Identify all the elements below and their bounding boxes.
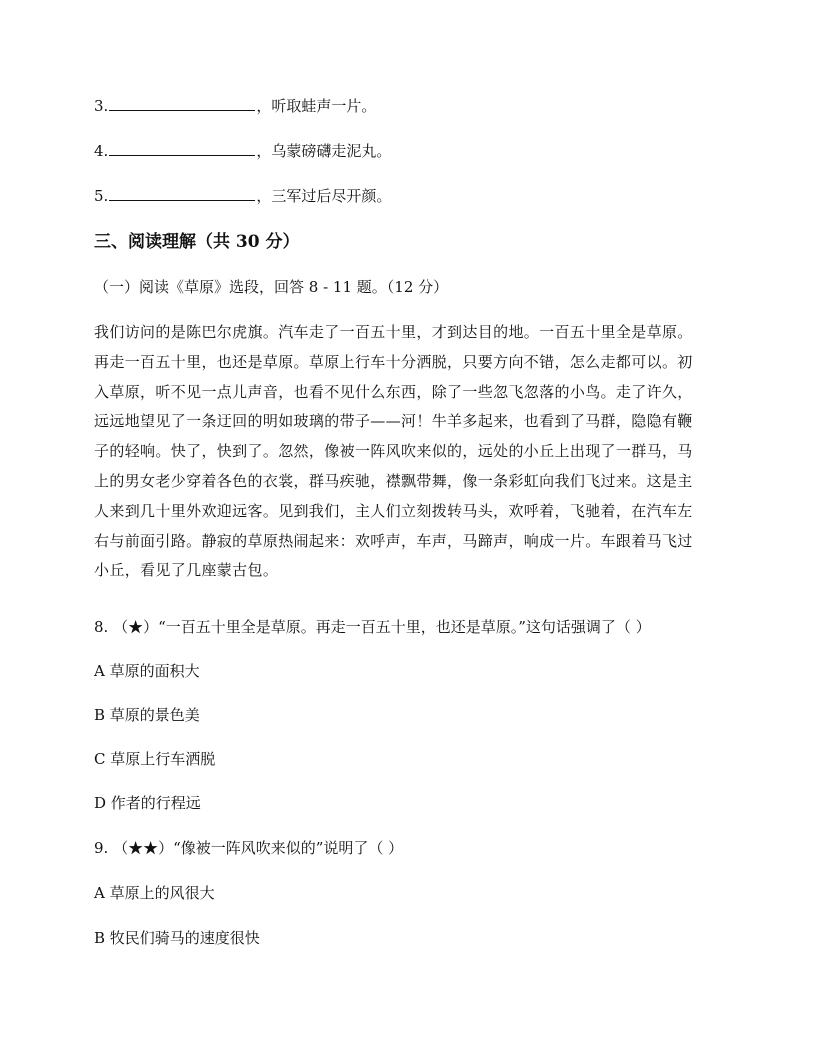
question-text: ，听取蛙声一片。	[256, 97, 377, 115]
answer-blank[interactable]	[109, 96, 255, 111]
section-heading: 三、阅读理解（共 30 分）	[94, 232, 300, 252]
blank-question-5	[94, 186, 391, 206]
question-9-stem: 9. （★★）“像被一阵风吹来似的”说明了（ ）	[94, 839, 404, 857]
question-number: 3.	[94, 97, 109, 115]
question-8-option-b[interactable]: B 草原的景色美	[94, 706, 200, 724]
passage-line: 小丘，看见了几座蒙古包。	[94, 561, 279, 580]
question-text: ，乌蒙磅礴走泥丸。	[256, 142, 392, 160]
question-9-option-a[interactable]: A 草原上的风很大	[94, 884, 215, 902]
question-8-option-d[interactable]: D 作者的行程远	[94, 794, 201, 812]
blank-question-4	[94, 141, 391, 161]
passage-line: 人来到几十里外欢迎远客。见到我们，主人们立刻拨转马头，欢呼着，飞驰着，在汽车左	[94, 501, 693, 520]
passage-line: 右与前面引路。静寂的草原热闹起来：欢呼声，车声，马蹄声，响成一片。车跟着马飞过	[94, 531, 693, 550]
question-number: 5.	[94, 187, 109, 205]
question-number: 4.	[94, 142, 109, 160]
passage-line: 入草原，听不见一点儿声音，也看不见什么东西，除了一些忽飞忽落的小鸟。走了许久，	[94, 382, 693, 401]
passage-line: 子的轻响。快了，快到了。忽然，像被一阵风吹来似的，远处的小丘上出现了一群马，马	[94, 442, 693, 461]
question-text: ，三军过后尽开颜。	[256, 187, 392, 205]
blank-question-3	[94, 96, 376, 116]
question-9-option-b[interactable]: B 牧民们骑马的速度很快	[94, 929, 260, 947]
question-8-option-a[interactable]: A 草原的面积大	[94, 662, 200, 680]
passage-line: 再走一百五十里，也还是草原。草原上行车十分洒脱，只要方向不错，怎么走都可以。初	[94, 352, 693, 371]
passage-line: 上的男女老少穿着各色的衣裳，群马疾驰，襟飘带舞，像一条彩虹向我们飞过来。这是主	[94, 471, 693, 490]
reading-passage	[94, 320, 724, 588]
question-8-option-c[interactable]: C 草原上行车洒脱	[94, 750, 216, 768]
answer-blank[interactable]	[109, 186, 255, 201]
answer-blank[interactable]	[109, 141, 255, 156]
passage-line: 远远地望见了一条迂回的明如玻璃的带子——河！牛羊多起来，也看到了马群，隐隐有鞭	[94, 412, 693, 431]
passage-line: 我们访问的是陈巴尔虎旗。汽车走了一百五十里，才到达目的地。一百五十里全是草原。	[94, 323, 693, 341]
question-8-stem: 8. （★）“一百五十里全是草原。再走一百五十里，也还是草原。”这句话强调了（ ）	[94, 618, 651, 636]
reading-intro: （一）阅读《草原》选段，回答 8 - 11 题。（12 分）	[94, 278, 449, 296]
